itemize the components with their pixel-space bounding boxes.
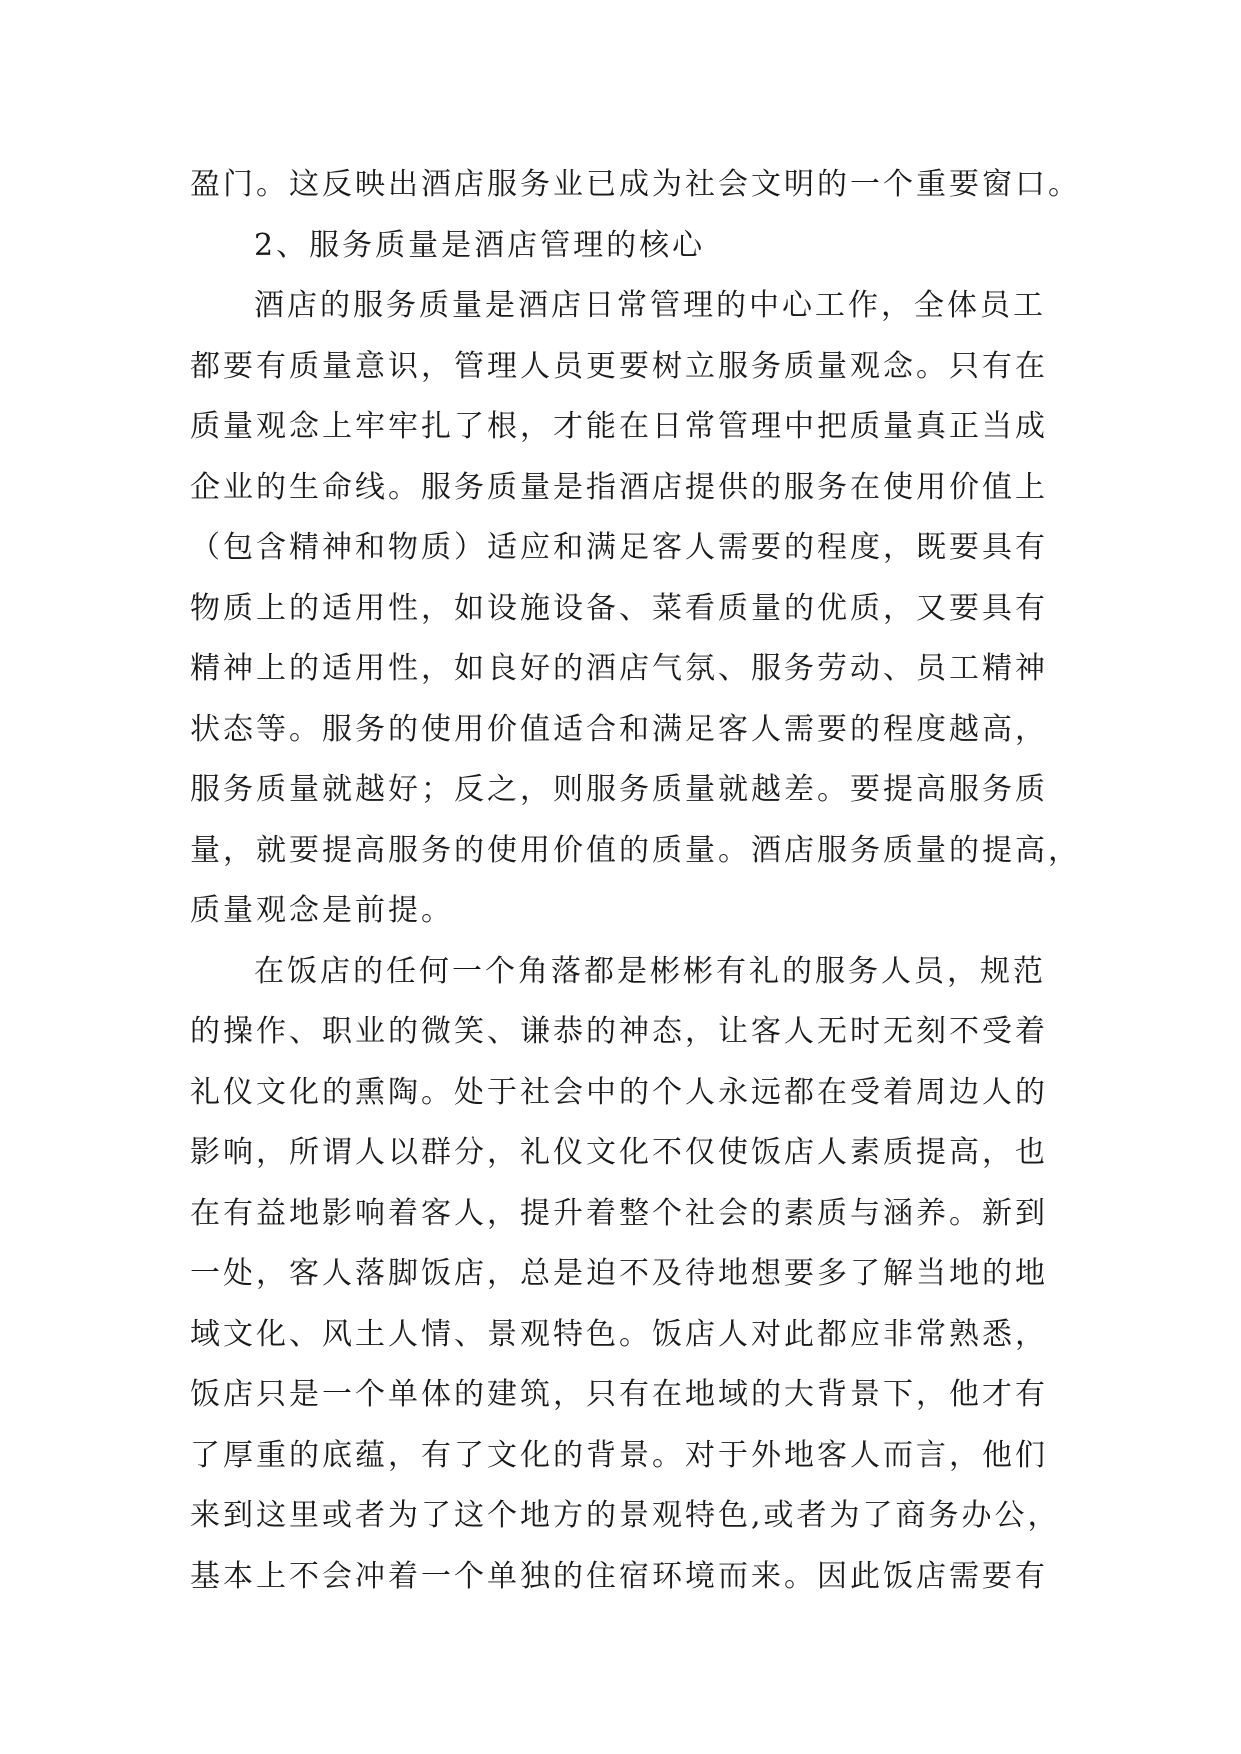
text-line: 精神上的适用性，如良好的酒店气氛、服务劳动、员工精神 [190, 651, 1048, 686]
text-line: 了厚重的底蕴，有了文化的背景。对于外地客人而言，他们 [190, 1437, 1048, 1473]
text-line: 礼仪文化的熏陶。处于社会中的个人永远都在受着周边人的 [190, 1074, 1048, 1110]
text-line: 在饭店的任何一个角落都是彬彬有礼的服务人员，规范 [254, 953, 1046, 989]
text-line: 饭店只是一个单体的建筑，只有在地域的大背景下，他才有 [190, 1377, 1048, 1412]
text-line: 域文化、风土人情、景观特色。饭店人对此都应非常熟悉， [190, 1316, 1048, 1352]
text-line: （包含精神和物质）适应和满足客人需要的程度，既要具有 [190, 530, 1048, 565]
text-line: 企业的生命线。服务质量是指酒店提供的服务在使用价值上 [190, 469, 1048, 505]
text-line: 基本上不会冲着一个单独的住宿环境而来。因此饭店需要有 [190, 1558, 1048, 1594]
text-line: 质量观念是前提。 [190, 893, 454, 928]
text-line: 的操作、职业的微笑、谦恭的神态，让客人无时无刻不受着 [190, 1014, 1048, 1049]
text-line: 一处，客人落脚饭店，总是迫不及待地想要多了解当地的地 [190, 1256, 1048, 1291]
text-line: 影响，所谓人以群分，礼仪文化不仅使饭店人素质提高，也 [190, 1135, 1048, 1170]
text-line: 都要有质量意识，管理人员更要树立服务质量观念。只有在 [190, 348, 1048, 384]
text-line: 质量观念上牢牢扎了根，才能在日常管理中把质量真正当成 [190, 409, 1048, 444]
text-line: 酒店的服务质量是酒店日常管理的中心工作，全体员工 [254, 288, 1046, 323]
section-heading: 2、服务质量是酒店管理的核心 [254, 227, 706, 263]
text-line: 物质上的适用性，如设施设备、菜看质量的优质，又要具有 [190, 590, 1048, 626]
text-line: 在有益地影响着客人，提升着整个社会的素质与涵养。新到 [190, 1195, 1048, 1231]
text-line: 来到这里或者为了这个地方的景观特色,或者为了商务办公， [190, 1498, 1061, 1533]
text-line: 服务质量就越好；反之，则服务质量就越差。要提高服务质 [190, 772, 1048, 807]
text-line: 量，就要提高服务的使用价值的质量。酒店服务质量的提高， [190, 832, 1081, 868]
body-text [190, 155, 1090, 1607]
text-line: 状态等。服务的使用价值适合和满足客人需要的程度越高， [190, 711, 1048, 747]
text-line: 盈门。这反映出酒店服务业已成为社会文明的一个重要窗口。 [190, 167, 1081, 202]
